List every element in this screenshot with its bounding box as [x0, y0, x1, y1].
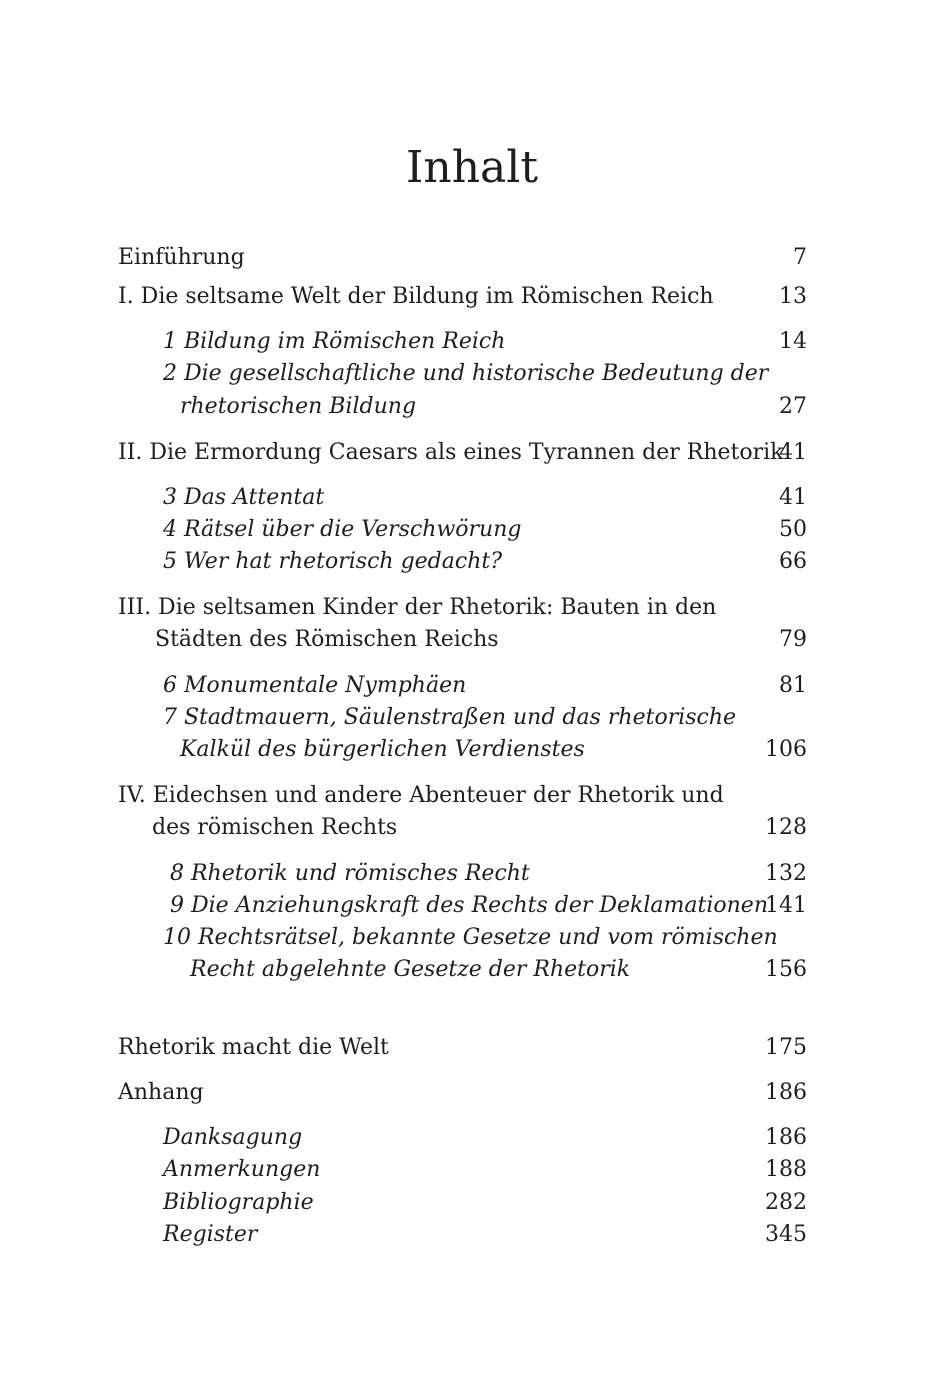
toc-entry	[0, 281, 944, 313]
toc-entry-title: I. Die seltsame Welt der Bildung im Römischen Reich	[118, 284, 714, 309]
toc-entry-page: 41	[779, 485, 807, 510]
toc-entry-title: 5 Wer hat rhetorisch gedacht?	[163, 549, 503, 574]
toc-entry	[0, 954, 944, 986]
toc-entry-title: 7 Stadtmauern, Säulenstraßen und das rhetorische	[163, 705, 737, 730]
toc-entry	[0, 890, 944, 922]
toc-entry	[0, 437, 944, 469]
toc-entry-page: 41	[779, 440, 807, 465]
toc-entry-title: 2 Die gesellschaftliche und historische Bedeutung der	[163, 361, 769, 386]
page-title: Inhalt	[405, 142, 539, 193]
toc-entry-title: des römischen Rechts	[152, 815, 398, 840]
toc-entry-page: 186	[765, 1080, 807, 1105]
toc-entry	[0, 734, 944, 766]
toc-entry-page: 14	[779, 329, 807, 354]
toc-entry	[0, 670, 944, 702]
toc-entry-title: Rhetorik macht die Welt	[118, 1035, 389, 1060]
toc-entry	[0, 358, 944, 390]
toc-entry-title: Kalkül des bürgerlichen Verdienstes	[180, 737, 585, 762]
toc-entry	[0, 780, 944, 812]
toc-entry	[0, 1077, 944, 1109]
toc-entry-title: rhetorischen Bildung	[180, 394, 417, 419]
toc-entry-page: 186	[765, 1125, 807, 1150]
toc-entry-title: Danksagung	[163, 1125, 303, 1150]
toc-entry-title: Einführung	[118, 245, 245, 270]
toc-entry-title: Register	[163, 1222, 258, 1247]
toc-entry	[0, 391, 944, 423]
toc-entry	[0, 858, 944, 890]
toc-entry	[0, 1187, 944, 1219]
toc-entry	[0, 702, 944, 734]
toc-entry-title: 4 Rätsel über die Verschwörung	[163, 517, 522, 542]
toc-entry-page: 132	[765, 861, 807, 886]
toc-entry-page: 13	[779, 284, 807, 309]
toc-entry-page: 128	[765, 815, 807, 840]
toc-entry	[0, 1122, 944, 1154]
toc-entry	[0, 326, 944, 358]
toc-entry-title: Anhang	[118, 1080, 204, 1105]
toc-entry	[0, 482, 944, 514]
toc-entry-page: 141	[765, 893, 807, 918]
toc-entry-page: 7	[793, 245, 807, 270]
toc-entry-title: 1 Bildung im Römischen Reich	[163, 329, 506, 354]
toc-entry-title: IV. Eidechsen und andere Abenteuer der Rhetorik und	[118, 783, 724, 808]
toc-entry	[0, 546, 944, 578]
toc-entry-title: 10 Rechtsrätsel, bekannte Gesetze und vom römischen	[163, 925, 778, 950]
toc-entry	[0, 812, 944, 844]
toc-entry	[0, 592, 944, 624]
toc-entry	[0, 922, 944, 954]
toc-entry	[0, 242, 944, 274]
toc-entry-page: 27	[779, 394, 807, 419]
toc-entry-page: 156	[765, 957, 807, 982]
toc-entry	[0, 1219, 944, 1251]
toc-entry	[0, 624, 944, 656]
toc-entry	[0, 1032, 944, 1064]
toc-entry-page: 282	[765, 1190, 807, 1215]
toc-entry-title: 6 Monumentale Nymphäen	[163, 673, 467, 698]
toc-entry-title: 9 Die Anziehungskraft des Rechts der Deklamationen	[170, 893, 768, 918]
toc-entry-title: Anmerkungen	[163, 1157, 321, 1182]
toc-entry-page: 81	[779, 673, 807, 698]
toc-entry-page: 106	[765, 737, 807, 762]
toc-entry-page: 175	[765, 1035, 807, 1060]
toc-entry-title: II. Die Ermordung Caesars als eines Tyrannen der Rhetorik	[118, 440, 784, 465]
toc-entry-page: 188	[765, 1157, 807, 1182]
toc-entry-title: Recht abgelehnte Gesetze der Rhetorik	[190, 957, 631, 982]
toc-entry-title: Bibliographie	[163, 1190, 314, 1215]
toc-entry-page: 66	[779, 549, 807, 574]
toc-entry	[0, 514, 944, 546]
toc-entry-title: 8 Rhetorik und römisches Recht	[170, 861, 530, 886]
toc-entry-page: 50	[779, 517, 807, 542]
toc-entry-title: III. Die seltsamen Kinder der Rhetorik: Bauten in den	[118, 595, 717, 620]
toc-entry-page: 345	[765, 1222, 807, 1247]
toc-entry-title: 3 Das Attentat	[163, 485, 325, 510]
toc-entry-title: Städten des Römischen Reichs	[155, 627, 499, 652]
toc-entry	[0, 1154, 944, 1186]
toc-entry-page: 79	[779, 627, 807, 652]
